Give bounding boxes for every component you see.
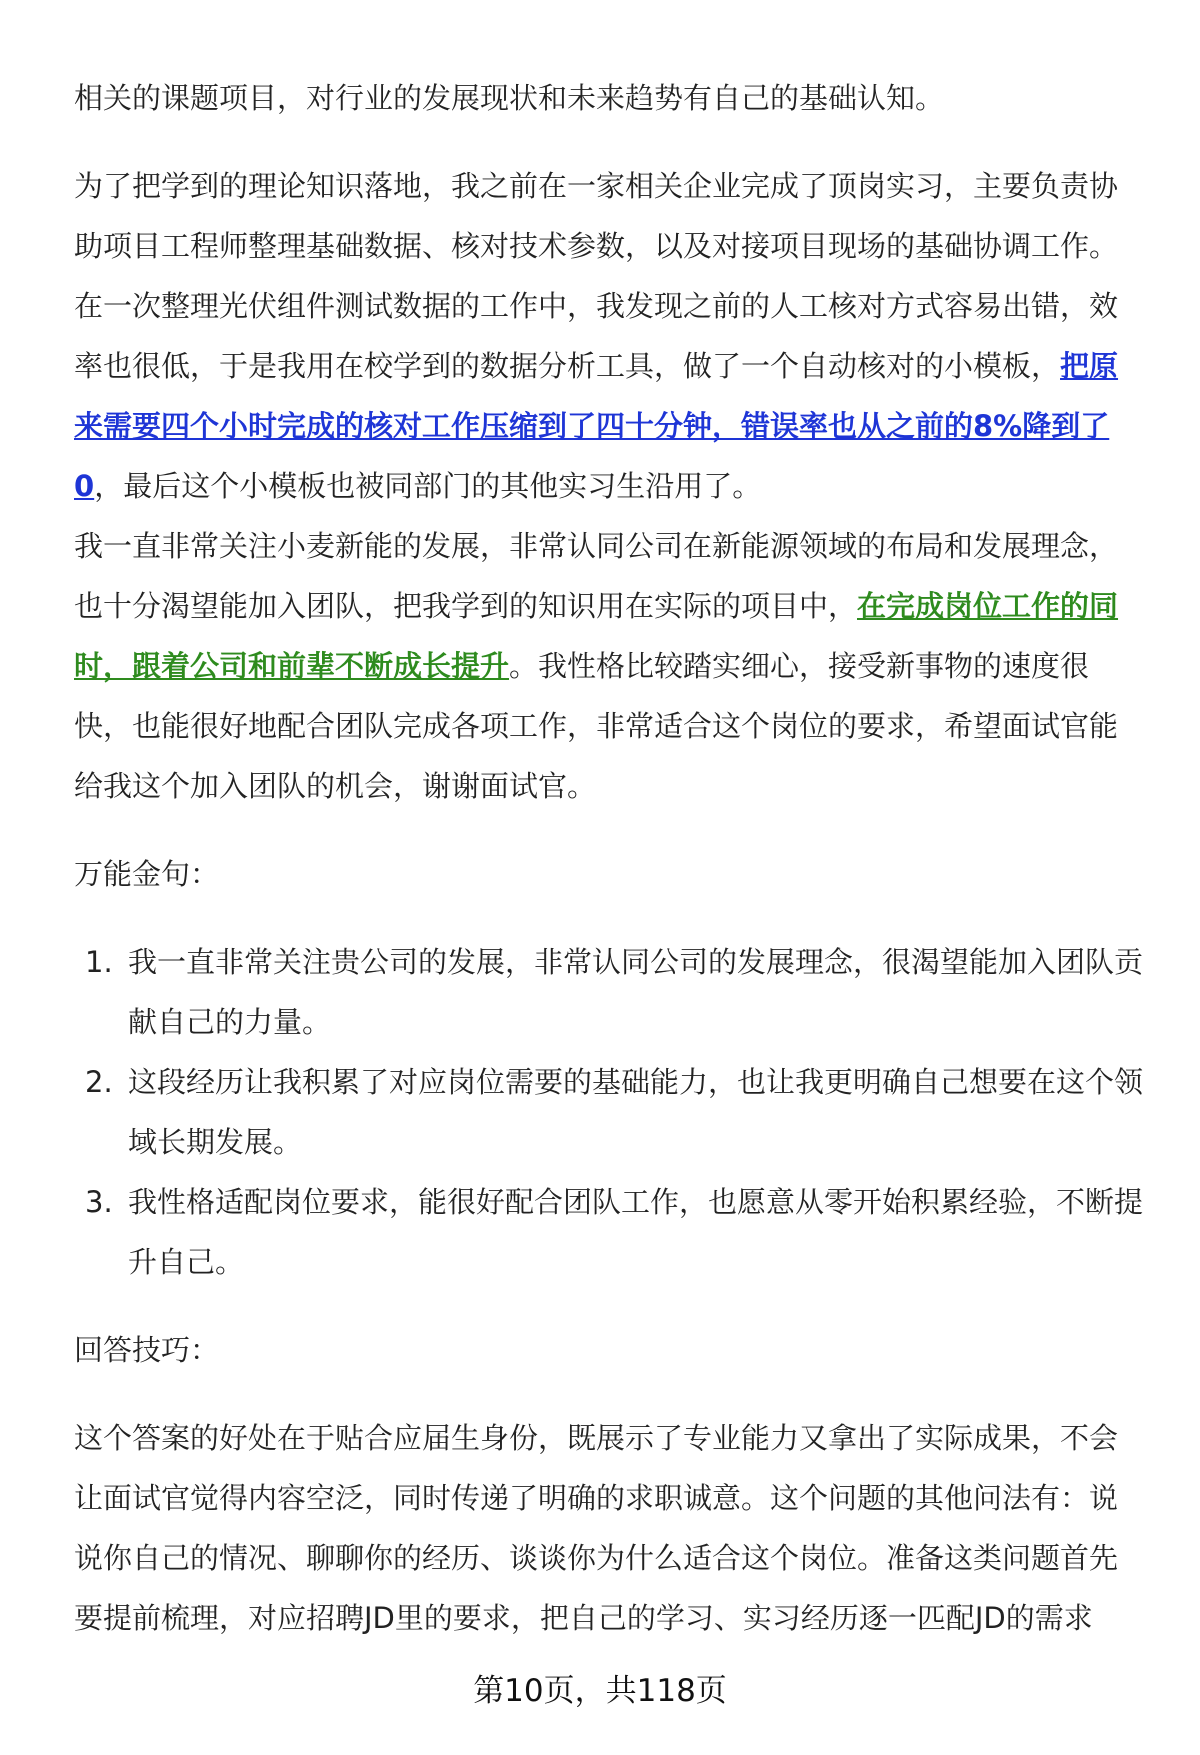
- paragraph-internship-tail: ，最后这个小模板也被同部门的其他实习生沿用了。: [94, 469, 762, 503]
- list-item-text: 我性格适配岗位要求，能很好配合团队工作，也愿意从零开始积累经验，不断提升自己。: [128, 1185, 1144, 1279]
- paragraph-motivation-text: 我一直非常关注小麦新能的发展，非常认同公司在新能源领域的布局和发展理念，也十分渴望能加入团队，把我学到的知识用在实际的项目中，: [74, 529, 1119, 623]
- paragraph-internship-text: 为了把学到的理论知识落地，我之前在一家相关企业完成了顶岗实习，主要负责协助项目工程师整理基础数据、核对技术参数，以及对接项目现场的基础协调工作。在一次整理光伏组件测试数据的工作中，我发现之前的人工核对方式容易出错，效率也很低，于是我用在校学到的数据分析工具，做了一个自动核对的小模板，: [74, 169, 1119, 383]
- list-item-text: 我一直非常关注贵公司的发展，非常认同公司的发展理念，很渴望能加入团队贡献自己的力量。: [128, 945, 1144, 1039]
- golden-phrases-list: [74, 932, 1144, 1292]
- section-heading-answer-tips: 回答技巧：: [74, 1333, 220, 1367]
- highlight-achievement: 把原来需要四个小时完成的核对工作压缩到了四十分钟，错误率也从之前的8%降到了0: [74, 349, 1119, 503]
- document-body: [74, 68, 1144, 1648]
- list-item: [74, 1172, 1144, 1292]
- section-heading-golden-phrases: 万能金句：: [74, 857, 220, 891]
- paragraph-motivation: [74, 516, 1144, 816]
- list-item: [74, 1052, 1144, 1172]
- page-number: 第10页，共118页: [473, 1673, 727, 1709]
- paragraph-answer-tips: 这个答案的好处在于贴合应届生身份，既展示了专业能力又拿出了实际成果，不会让面试官觉得内容空泛，同时传递了明确的求职诚意。这个问题的其他问法有：说说你自己的情况、聊聊你的经历、谈谈你为什么适合这个岗位。准备这类问题首先要提前梳理，对应招聘JD里的要求，把自己的学习、实习经历逐一匹配JD的需求: [74, 1421, 1119, 1635]
- list-item-number: 3.: [85, 1185, 113, 1219]
- paragraph-motivation-tail: 。我性格比较踏实细心，接受新事物的速度很快，也能很好地配合团队完成各项工作，非常适合这个岗位的要求，希望面试官能给我这个加入团队的机会，谢谢面试官。: [74, 649, 1119, 803]
- list-item-number: 2.: [85, 1065, 113, 1099]
- list-item-number: 1.: [85, 945, 113, 979]
- list-item: [74, 932, 1144, 1052]
- paragraph-internship: [74, 156, 1144, 516]
- highlight-growth: 在完成岗位工作的同时，跟着公司和前辈不断成长提升: [74, 589, 1119, 683]
- paragraph-intro-end: 相关的课题项目，对行业的发展现状和未来趋势有自己的基础认知。: [74, 81, 945, 115]
- list-item-text: 这段经历让我积累了对应岗位需要的基础能力，也让我更明确自己想要在这个领域长期发展。: [128, 1065, 1144, 1159]
